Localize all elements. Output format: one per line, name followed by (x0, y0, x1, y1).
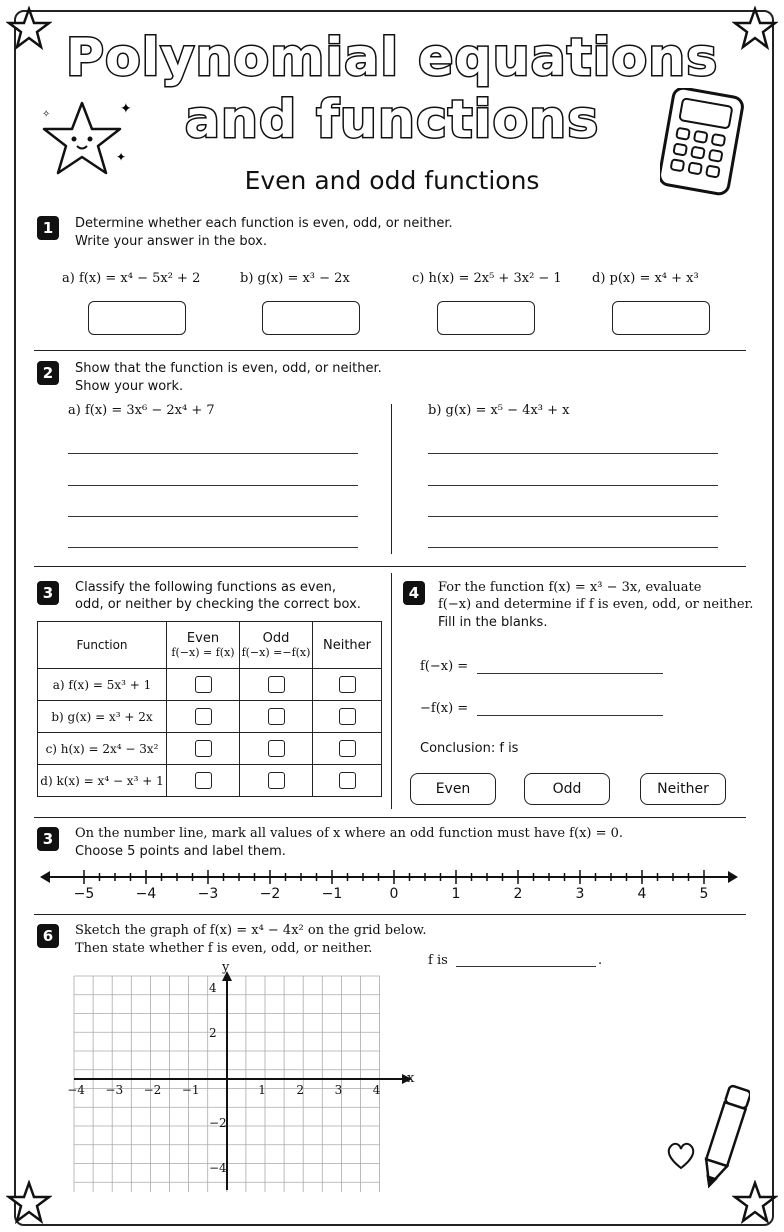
table-row (38, 701, 382, 733)
row-function: b) g(x) = x³ + 2x (38, 701, 167, 733)
even-checkbox[interactable] (195, 772, 212, 789)
work-line[interactable] (68, 547, 358, 548)
question-number: 3 (37, 827, 59, 851)
answer-box-d[interactable] (612, 301, 710, 335)
table-row (38, 669, 382, 701)
number-line-tick-label: 3 (575, 886, 585, 902)
number-line-tick-label: 5 (699, 886, 709, 902)
title-line-2: and functions (184, 90, 600, 150)
number-line-tick-label: −4 (135, 886, 157, 902)
number-line-tick-label: −3 (197, 886, 219, 902)
column-divider (391, 404, 392, 554)
column-divider (391, 573, 392, 809)
q2-function-a: a) f(x) = 3x⁶ − 2x⁴ + 7 (68, 403, 215, 418)
coordinate-grid[interactable] (60, 960, 420, 1200)
q6-answer-blank[interactable] (456, 966, 596, 967)
svg-text:✧: ✧ (42, 109, 51, 120)
neg-f-x-label: −f(x) = (420, 701, 469, 716)
neither-checkbox[interactable] (339, 740, 356, 757)
q1-instruction: Determine whether each function is even, odd, or neither. (75, 216, 453, 231)
classification-table (37, 621, 382, 797)
x-tick-label: −2 (143, 1083, 162, 1097)
even-checkbox[interactable] (195, 676, 212, 693)
header-function: Function (38, 622, 167, 669)
row-function: c) h(x) = 2x⁴ − 3x² (38, 733, 167, 765)
svg-text:✦: ✦ (120, 101, 132, 117)
q5-instruction-2: Choose 5 points and label them. (75, 844, 286, 859)
q1-function-a: a) f(x) = x⁴ − 5x² + 2 (62, 271, 201, 286)
x-axis-label: x (407, 1071, 415, 1086)
x-tick-label: 2 (296, 1083, 305, 1097)
x-tick-label: 1 (258, 1083, 266, 1097)
pencil-icon (700, 1080, 750, 1195)
work-line[interactable] (428, 485, 718, 486)
work-line[interactable] (68, 453, 358, 454)
number-line-tick-label: −1 (321, 886, 343, 902)
number-line-tick-label: 4 (637, 886, 647, 902)
q4-instruction: For the function f(x) = x³ − 3x, evaluate (438, 580, 702, 595)
q2-function-b: b) g(x) = x⁵ − 4x³ + x (428, 403, 570, 418)
row-function: d) k(x) = x⁴ − x³ + 1 (38, 765, 167, 797)
work-line[interactable] (428, 516, 718, 517)
neither-checkbox[interactable] (339, 772, 356, 789)
y-tick-label: −2 (209, 1116, 227, 1130)
question-number: 6 (37, 924, 59, 948)
even-option-button[interactable]: Even (410, 773, 496, 805)
table-row (38, 733, 382, 765)
x-tick-label: −3 (105, 1083, 124, 1097)
even-checkbox[interactable] (195, 708, 212, 725)
y-tick-label: 2 (209, 1026, 217, 1040)
number-line-tick-label: 1 (451, 886, 461, 902)
q2-instruction-2: Show your work. (75, 379, 184, 394)
f-neg-x-label: f(−x) = (420, 659, 469, 674)
question-number: 1 (37, 216, 59, 240)
header-odd: Odd f(−x) =−f(x) (240, 622, 313, 669)
y-tick-label: −4 (209, 1161, 227, 1175)
q5-instruction: On the number line, mark all values of x where an odd function must have f(x) = 0. (75, 826, 624, 841)
heart-icon (664, 1140, 698, 1172)
header-neither: Neither (313, 622, 382, 669)
y-axis-label: y (222, 960, 230, 975)
star-icon (6, 1180, 52, 1226)
q1-function-d: d) p(x) = x⁴ + x³ (592, 271, 699, 286)
question-number: 2 (37, 361, 59, 385)
answer-box-b[interactable] (262, 301, 360, 335)
blank-neg-f-x[interactable] (477, 715, 663, 716)
odd-checkbox[interactable] (268, 676, 285, 693)
q2-instruction: Show that the function is even, odd, or neither. (75, 361, 382, 376)
q3-instruction: Classify the following functions as even, (75, 580, 336, 595)
table-row (38, 765, 382, 797)
work-line[interactable] (68, 485, 358, 486)
number-line-tick-label: 0 (389, 886, 399, 902)
work-line[interactable] (68, 516, 358, 517)
q1-instruction-2: Write your answer in the box. (75, 234, 267, 249)
x-tick-label: 4 (372, 1083, 381, 1097)
odd-checkbox[interactable] (268, 708, 285, 725)
divider (34, 914, 746, 915)
divider (34, 817, 746, 818)
work-line[interactable] (428, 547, 718, 548)
title-line-1: Polynomial equations (65, 28, 719, 88)
q6-answer-suffix: . (598, 953, 603, 968)
row-function: a) f(x) = 5x³ + 1 (38, 669, 167, 701)
q6-instruction-2: Then state whether f is even, odd, or neither. (75, 941, 373, 956)
work-line[interactable] (428, 453, 718, 454)
neither-checkbox[interactable] (339, 676, 356, 693)
number-line-tick-label: 2 (513, 886, 523, 902)
q1-function-c: c) h(x) = 2x⁵ + 3x² − 1 (412, 271, 562, 286)
x-tick-label: −4 (67, 1083, 85, 1097)
blank-f-neg-x[interactable] (477, 673, 663, 674)
divider (34, 350, 746, 351)
number-line-tick-label: −2 (259, 886, 281, 902)
y-tick-label: 4 (209, 981, 217, 995)
even-checkbox[interactable] (195, 740, 212, 757)
question-number: 3 (37, 581, 59, 605)
x-tick-label: −1 (181, 1083, 200, 1097)
q4-instruction-3: Fill in the blanks. (438, 615, 548, 630)
divider (34, 566, 746, 567)
svg-text:✦: ✦ (116, 150, 127, 164)
odd-checkbox[interactable] (268, 740, 285, 757)
number-line-tick-label: −5 (73, 886, 95, 902)
header-even: Even f(−x) = f(x) (167, 622, 240, 669)
odd-checkbox[interactable] (268, 772, 285, 789)
answer-box-a[interactable] (88, 301, 186, 335)
question-number: 4 (403, 581, 425, 605)
subtitle: Even and odd functions (244, 166, 540, 195)
neither-option-button[interactable]: Neither (640, 773, 726, 805)
x-tick-label: 3 (334, 1083, 343, 1097)
neither-checkbox[interactable] (339, 708, 356, 725)
q3-instruction-2: odd, or neither by checking the correct box. (75, 597, 361, 612)
answer-box-c[interactable] (437, 301, 535, 335)
q1-function-b: b) g(x) = x³ − 2x (240, 271, 350, 286)
conclusion-label: Conclusion: f is (420, 741, 519, 756)
q4-instruction-2: f(−x) and determine if f is even, odd, or neither. (438, 597, 754, 612)
q6-instruction: Sketch the graph of f(x) = x⁴ − 4x² on the grid below. (75, 923, 427, 938)
odd-option-button[interactable]: Odd (524, 773, 610, 805)
q6-answer-prefix: f is (428, 953, 448, 968)
